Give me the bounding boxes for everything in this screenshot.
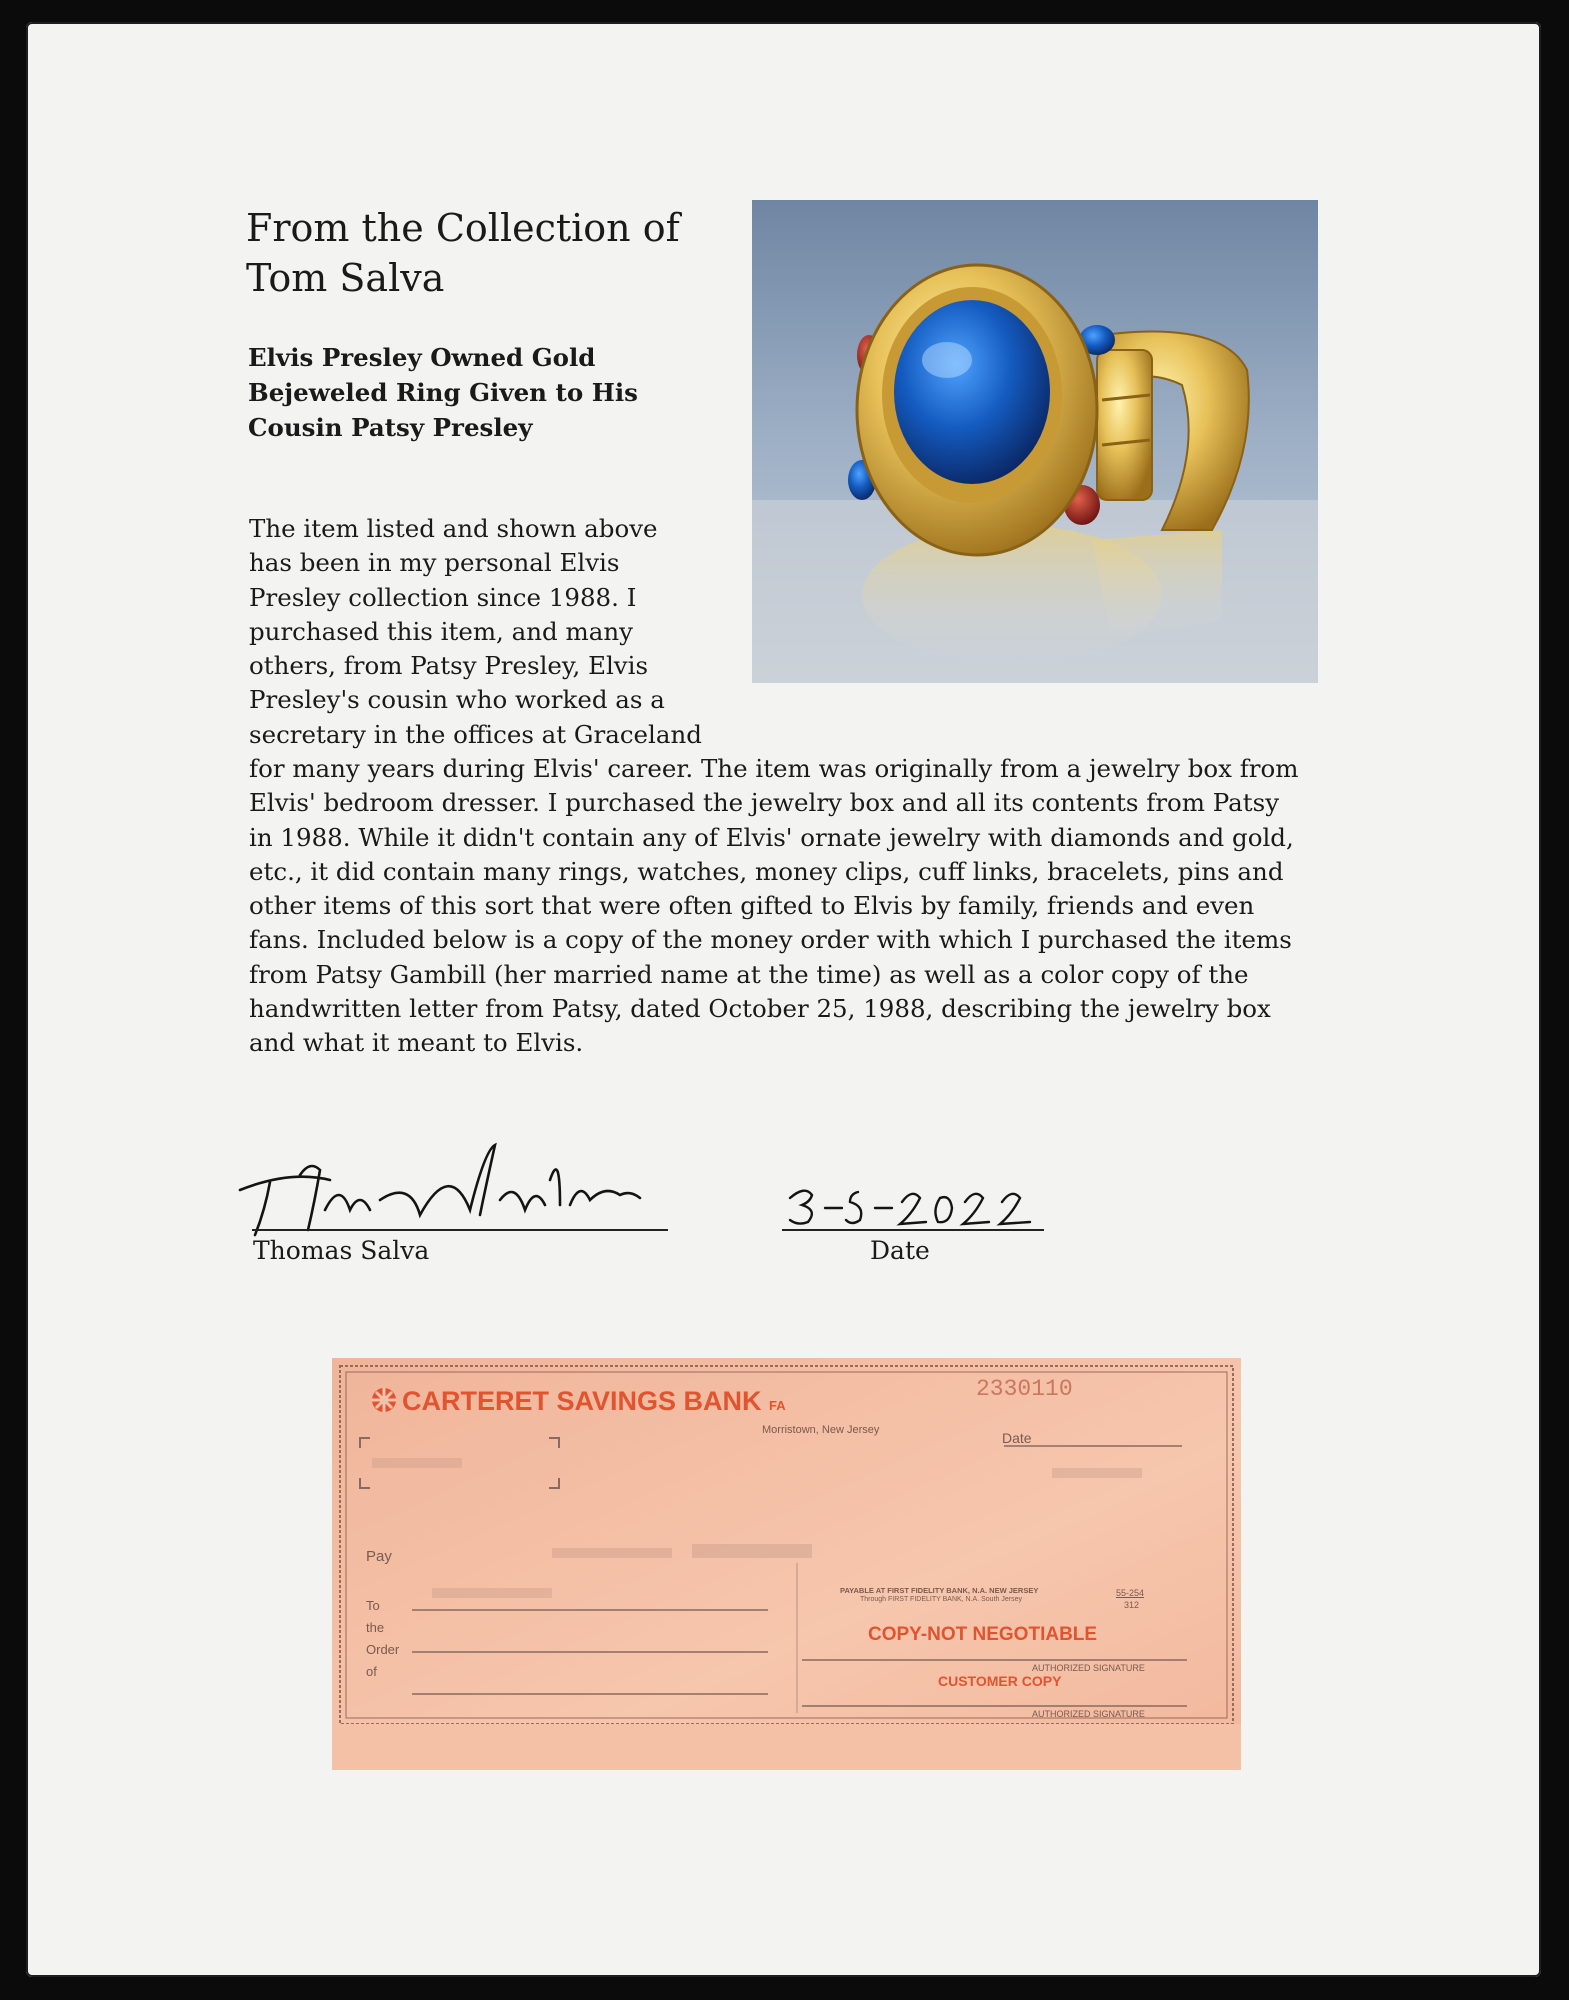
signer-name-label: Thomas Salva xyxy=(253,1236,430,1265)
routing-bottom: 312 xyxy=(1124,1600,1140,1610)
description-line: has been in my personal Elvis xyxy=(249,548,620,578)
payable-at-text: PAYABLE AT FIRST FIDELITY BANK, N.A. NEW JERSEY xyxy=(840,1586,1039,1595)
copy-notice: COPY-NOT NEGOTIABLE xyxy=(868,1624,1098,1645)
customer-copy-label: CUSTOMER COPY xyxy=(938,1673,1062,1689)
date-field-label: Date xyxy=(1002,1430,1032,1446)
bank-location: Morristown, New Jersey xyxy=(762,1424,880,1436)
serial-number: 2330110 xyxy=(976,1376,1073,1402)
ring-photo xyxy=(752,200,1318,683)
date-line xyxy=(782,1229,1044,1231)
description-line: handwritten letter from Patsy, dated October 25, 1988, describing the jewelry box xyxy=(249,994,1271,1024)
description-line: secretary in the offices at Graceland xyxy=(249,719,702,749)
authorized-signature-label-1: AUTHORIZED SIGNATURE xyxy=(1032,1663,1145,1673)
description-line: purchased this item, and many xyxy=(249,616,633,646)
description-line: Elvis' bedroom dresser. I purchased the jewelry box and all its contents from Patsy xyxy=(249,788,1280,818)
ring-illustration xyxy=(752,200,1318,683)
description-line: fans. Included below is a copy of the money order with which I purchased the items xyxy=(249,925,1292,955)
description-line: from Patsy Gambill (her married name at the time) as well as a color copy of the xyxy=(249,959,1249,989)
item-title-line: Bejeweled Ring Given to His xyxy=(248,378,638,407)
description-line: and what it meant to Elvis. xyxy=(249,1028,584,1058)
description-line: etc., it did contain many rings, watches, money clips, cuff links, bracelets, pins and xyxy=(249,856,1284,886)
order-label-2: the xyxy=(366,1620,385,1635)
handwritten-signature xyxy=(230,1140,670,1240)
description-line: others, from Patsy Presley, Elvis xyxy=(249,651,649,681)
authorized-signature-label-2: AUTHORIZED SIGNATURE xyxy=(1032,1709,1145,1719)
signature-line xyxy=(252,1229,668,1231)
item-title-line: Elvis Presley Owned Gold xyxy=(248,343,596,372)
order-label-4: of xyxy=(366,1664,377,1679)
title-line: From the Collection of xyxy=(246,206,680,250)
item-title xyxy=(248,340,638,445)
description-line: other items of this sort that were often gifted to Elvis by family, friends and even xyxy=(249,891,1255,921)
money-order-copy xyxy=(332,1358,1241,1770)
description-line: Presley's cousin who worked as a xyxy=(249,685,665,715)
collection-title xyxy=(246,203,680,303)
description-line: for many years during Elvis' career. The item was originally from a jewelry box from xyxy=(249,754,1299,783)
routing-top: 55-254 xyxy=(1116,1588,1145,1598)
bank-name-text: CARTERET SAVINGS BANK xyxy=(402,1386,762,1416)
handwritten-date xyxy=(780,1180,1060,1240)
title-line: Tom Salva xyxy=(246,256,445,300)
order-label-1: To xyxy=(366,1598,380,1613)
payable-through-text: Through FIRST FIDELITY BANK, N.A. South Jersey xyxy=(860,1596,1022,1603)
description-narrow xyxy=(249,512,702,752)
order-label-3: Order xyxy=(366,1642,400,1657)
item-title-line: Cousin Patsy Presley xyxy=(248,413,533,442)
pay-label: Pay xyxy=(366,1548,392,1565)
description-line: The item listed and shown above xyxy=(249,514,658,543)
description-line: Presley collection since 1988. I xyxy=(249,582,637,612)
bank-name xyxy=(402,1386,786,1417)
bank-suffix: FA xyxy=(769,1398,786,1413)
description-line: in 1988. While it didn't contain any of Elvis' ornate jewelry with diamonds and gold, xyxy=(249,822,1294,852)
date-label: Date xyxy=(870,1236,930,1265)
description-wide xyxy=(249,752,1299,1061)
